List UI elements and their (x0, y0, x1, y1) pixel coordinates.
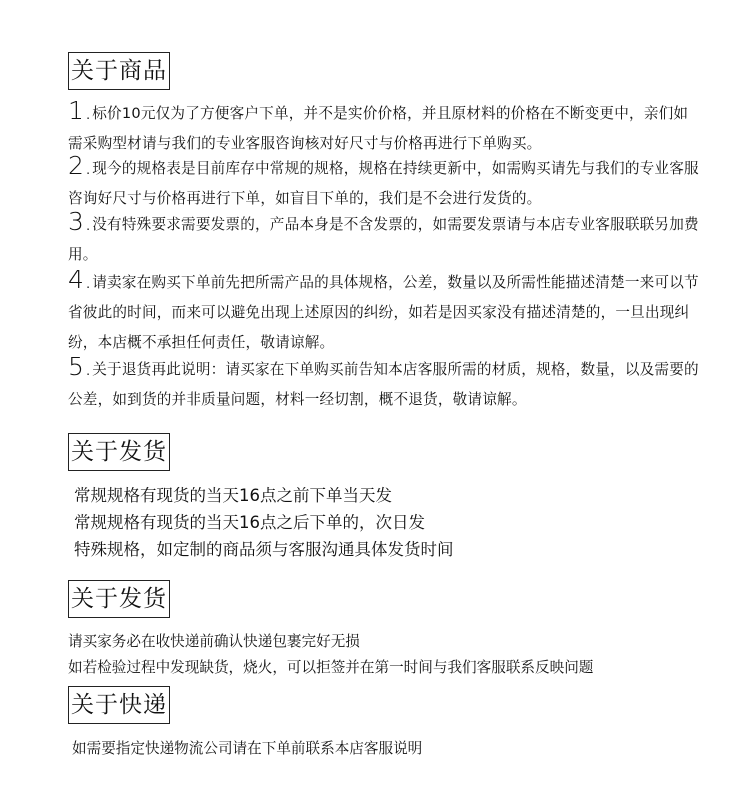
shipping-line-1: 常规规格有现货的当天16点之前下单当天发 (74, 486, 392, 505)
goods-item-4-text: 请卖家在购买下单前先把所需产品的具体规格，公差，数量以及所需性能描述清楚一来可以节省彼此的时间，而来可以避免出现上述原因的纠纷，如若是因买家没有描述清楚的，一旦出现纠纷，本店概不承担任何责任，敬请谅解。 (68, 274, 699, 351)
receiving-line-1: 请买家务必在收快递前确认快递包裹完好无损 (68, 633, 360, 650)
goods-item-2-text: 现今的规格表是目前库存中常规的规格，规格在持续更新中，如需购买请先与我们的专业客服咨询好尺寸与价格再进行下单，如盲目下单的，我们是不会进行发货的。 (68, 160, 699, 207)
goods-item-5-number: 5. (68, 352, 93, 381)
goods-item-3 (68, 207, 700, 270)
goods-item-2-number: 2. (68, 151, 93, 180)
goods-item-3-text: 没有特殊要求需要发票的，产品本身是不含发票的，如需要发票请与本店专业客服联联另加费用。 (68, 216, 699, 263)
receiving-line-2: 如若检验过程中发现缺货，烧火，可以拒签并在第一时间与我们客服联系反映问题 (68, 659, 594, 676)
goods-item-5-text: 关于退货再此说明：请买家在下单购买前告知本店客服所需的材质，规格，数量，以及需要的公差，如到货的并非质量问题，材料一经切割，概不退货，敬请谅解。 (68, 361, 699, 408)
goods-item-1 (68, 96, 700, 159)
goods-item-4-number: 4. (68, 265, 93, 294)
goods-item-3-number: 3. (68, 207, 93, 236)
section-title-receiving: 关于发货 (68, 580, 170, 618)
goods-item-5 (68, 352, 700, 415)
goods-item-4 (68, 265, 700, 358)
goods-item-1-text: 标价10元仅为了方便客户下单，并不是实价价格，并且原材料的价格在不断变更中，亲们如需采购型材请与我们的专业客服咨询核对好尺寸与价格再进行下单购买。 (68, 105, 689, 152)
goods-item-1-number: 1. (68, 96, 93, 125)
goods-item-2 (68, 151, 700, 214)
express-line-1: 如需要指定快递物流公司请在下单前联系本店客服说明 (72, 740, 423, 757)
section-title-express: 关于快递 (68, 686, 170, 724)
shipping-line-3: 特殊规格，如定制的商品须与客服沟通具体发货时间 (74, 540, 454, 559)
section-title-goods: 关于商品 (68, 52, 170, 90)
section-title-shipping: 关于发货 (68, 433, 170, 471)
shipping-line-2: 常规规格有现货的当天16点之后下单的，次日发 (74, 513, 425, 532)
